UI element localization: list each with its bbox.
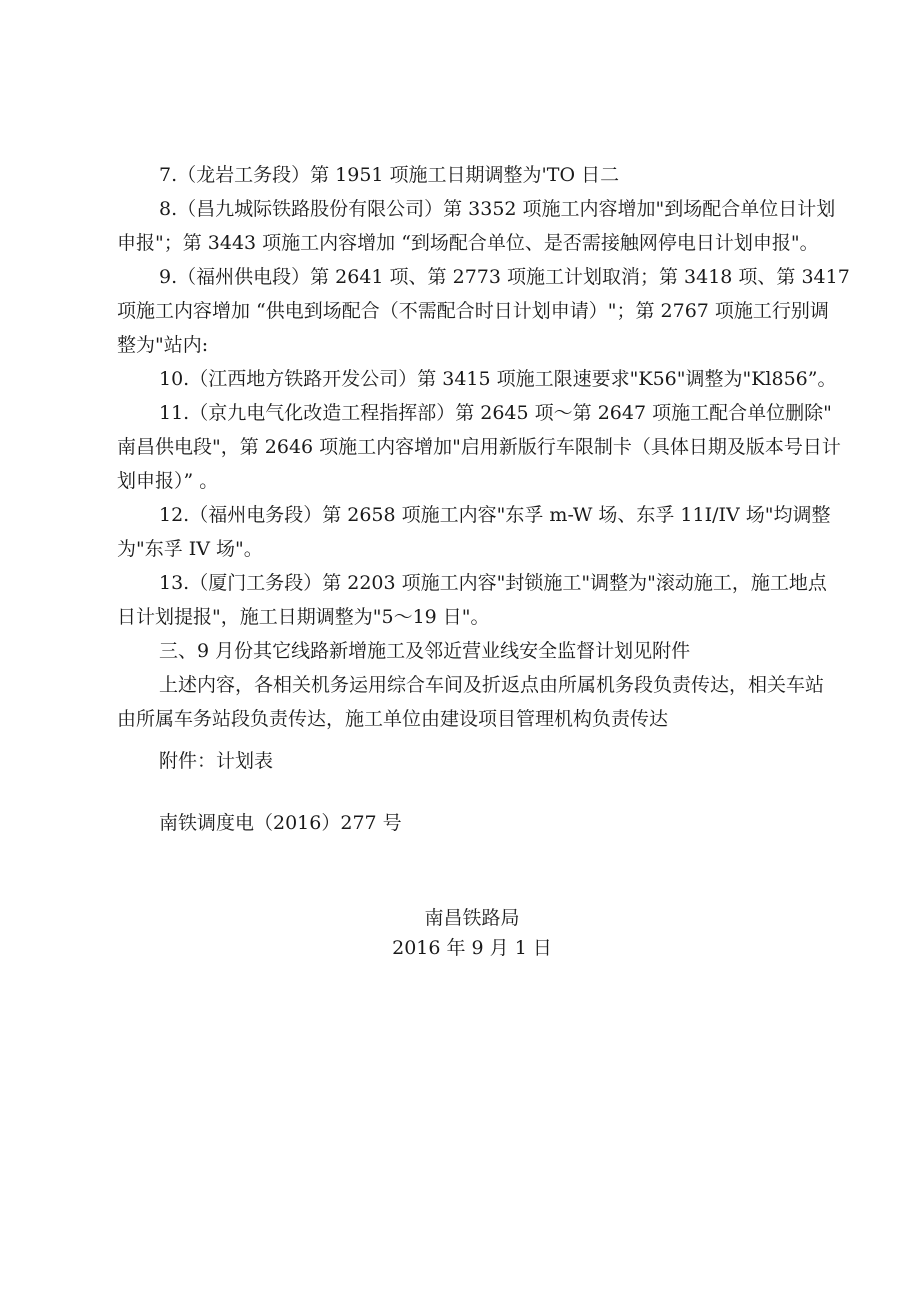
document-number: 南铁调度电（2016）277 号 (159, 812, 402, 834)
item-8-line-1: 8.（昌九城际铁路股份有限公司）第 3352 项施工内容增加"到场配合单位日计划 (159, 198, 836, 220)
item-9-line-2: 项施工内容增加 “供电到场配合（不需配合时日计划申请）"；第 2767 项施工行别调 (117, 300, 829, 322)
signature-organization: 南昌铁路局 (424, 907, 520, 929)
item-7 (117, 158, 817, 192)
item-8 (117, 192, 836, 260)
item-12-line-1: 12.（福州电务段）第 2658 项施工内容"东孚 m-W 场、东孚 11I/IV 场"均调整 (159, 504, 831, 526)
item-8-line-2: 申报"；第 3443 项施工内容增加 “到场配合单位、是否需接触网停电日计划申报"。 (117, 232, 819, 254)
closing-paragraph (117, 668, 825, 736)
item-11 (117, 396, 841, 498)
item-11-line-2: 南昌供电段"，第 2646 项施工内容增加"启用新版行车限制卡（具体日期及版本号日计 (117, 436, 841, 458)
item-13 (117, 566, 827, 634)
closing-line-1: 上述内容，各相关机务运用综合车间及折返点由所属机务段负责传达，相关车站 (159, 674, 825, 696)
item-11-line-1: 11.（京九电气化改造工程指挥部）第 2645 项〜第 2647 项施工配合单位删除" (159, 402, 832, 424)
item-10-line-1: 10.（江西地方铁路开发公司）第 3415 项施工限速要求"K56"调整为"Kl856”。 (159, 368, 837, 390)
closing-line-2: 由所属车务站段负责传达，施工单位由建设项目管理机构负责传达 (117, 708, 669, 730)
item-9-line-3: 整为"站内: (117, 334, 209, 356)
document-body (117, 158, 850, 736)
section-three (117, 634, 817, 668)
item-12 (117, 498, 831, 566)
item-7-line-1: 7.（龙岩工务段）第 1951 项施工日期调整为'TO 日二 (159, 164, 620, 186)
item-13-line-2: 日计划提报"，施工日期调整为"5～19 日"。 (117, 606, 490, 628)
item-11-line-3: 划申报）” 。 (117, 470, 219, 492)
item-10 (117, 362, 837, 396)
item-12-line-2: 为"东孚 IV 场"。 (117, 538, 263, 560)
item-9-line-1: 9.（福州供电段）第 2641 项、第 2773 项施工计划取消；第 3418 项、第 3417 (159, 266, 850, 288)
section-three-line-1: 三、9 月份其它线路新增施工及邻近营业线安全监督计划见附件 (159, 640, 691, 662)
item-13-line-1: 13.（厦门工务段）第 2203 项施工内容"封锁施工"调整为"滚动施工，施工地点 (159, 572, 827, 594)
item-9 (117, 260, 850, 362)
signature-date: 2016 年 9 月 1 日 (392, 937, 552, 959)
attachment-note: 附件：计划表 (159, 750, 274, 772)
